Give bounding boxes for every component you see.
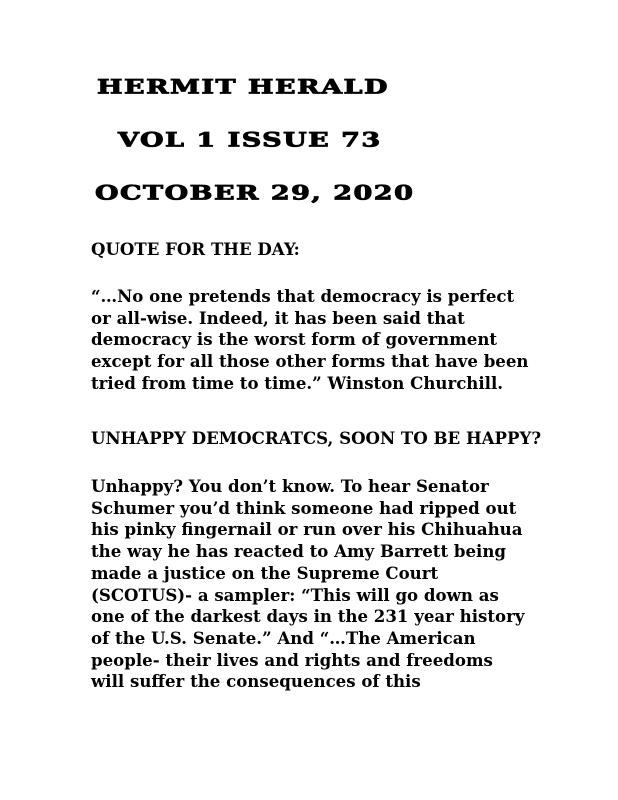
- masthead-volume-issue: VOL 1 ISSUE 73: [118, 129, 382, 152]
- masthead-date: OCTOBER 29, 2020: [95, 182, 415, 205]
- article-line: Unhappy? You don’t know. To hear Senator: [91, 476, 489, 496]
- article-line: of the U.S. Senate.” And “…The American: [91, 627, 476, 648]
- quote-heading: QUOTE FOR THE DAY:: [91, 239, 300, 259]
- article-line: (SCOTUS)- a sampler: “This will go down as: [91, 584, 499, 605]
- article-line: his pinky fingernail or run over his Chihuahua: [91, 519, 523, 540]
- quote-body: [91, 286, 611, 395]
- article-line: people- their lives and rights and freedoms: [91, 649, 493, 670]
- article-line: one of the darkest days in the 231 year history: [91, 606, 525, 627]
- article-heading: UNHAPPY DEMOCRATCS, SOON TO BE HAPPY?: [91, 428, 542, 448]
- article-line: made a justice on the Supreme Court: [91, 562, 439, 583]
- article-body: [91, 476, 611, 693]
- quote-line: “…No one pretends that democracy is perfect: [91, 286, 515, 306]
- quote-line: or all-wise. Indeed, it has been said that: [91, 307, 465, 328]
- quote-line: except for all those other forms that have been: [91, 351, 529, 372]
- quote-line: democracy is the worst form of government: [91, 329, 498, 350]
- article-line: will suffer the consequences of this: [91, 671, 421, 692]
- article-line: Schumer you’d think someone had ripped out: [91, 497, 517, 518]
- masthead-title: HERMIT HERALD: [97, 76, 389, 99]
- article-line: the way he has reacted to Amy Barrett being: [91, 541, 507, 562]
- quote-line: tried from time to time.” Winston Churchill.: [91, 372, 504, 393]
